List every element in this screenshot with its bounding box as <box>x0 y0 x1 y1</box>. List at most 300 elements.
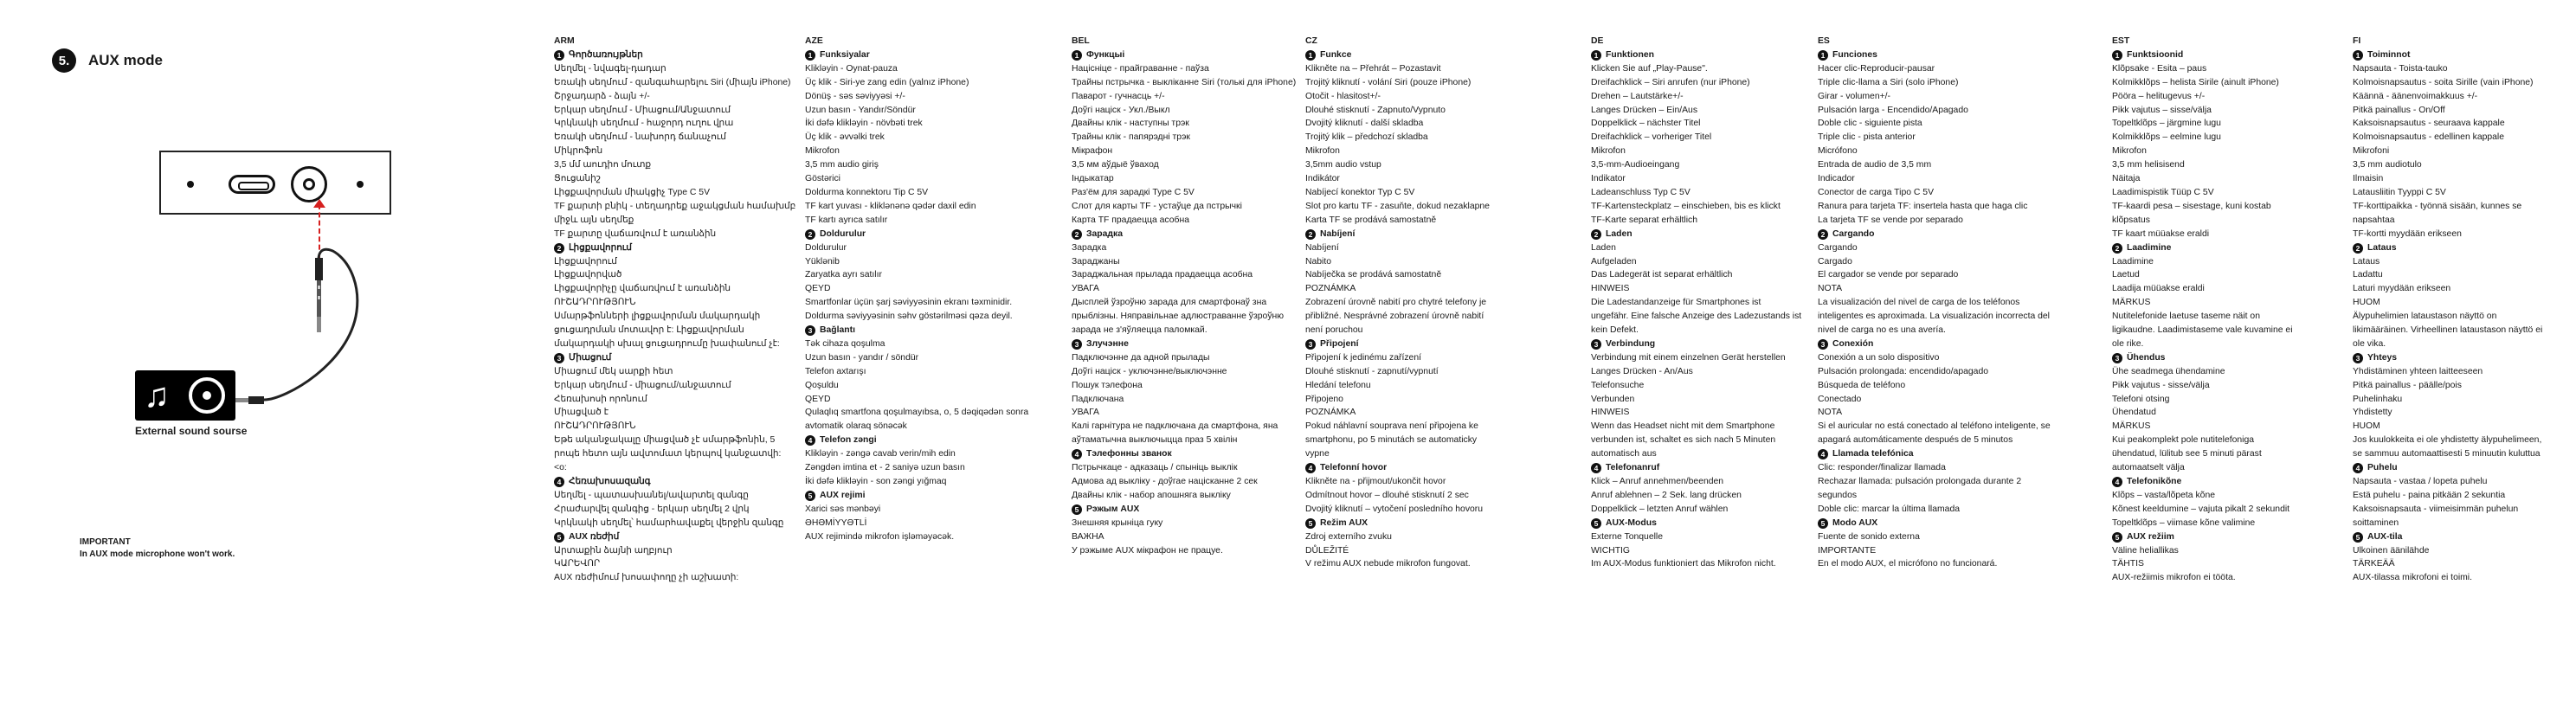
instruction-line: QEYD <box>805 284 831 294</box>
instruction-line: Qoşuldu <box>805 380 839 390</box>
instruction-line: Klikləyin - Oynat-pauza <box>805 63 898 74</box>
instruction-line: Mikrofon <box>805 146 840 157</box>
instruction-line: Externe Tonquelle <box>1591 531 1663 542</box>
instruction-line: Laden <box>1591 242 1616 253</box>
instruction-line: Nabito <box>1305 256 1332 267</box>
instruction-line: AUX rejimində mikrofon işləməyəcək. <box>805 531 955 542</box>
instruction-line: Трайны пстрычка - выкліканне Siri (толькі для iPhone) <box>1072 77 1297 87</box>
section-heading-text: Գործառույթներ <box>569 49 643 60</box>
section-heading-text: Režim AUX <box>1320 517 1368 528</box>
step-number-badge: 1 <box>1591 50 1601 61</box>
instruction-line: NOTA <box>1818 408 1843 418</box>
section-heading-text: Nabíjení <box>1320 228 1356 239</box>
section-heading <box>805 48 1039 62</box>
instruction-line: QEYD <box>805 394 831 404</box>
instruction-line: Clic: responder/finalizar llamada <box>1818 463 1946 473</box>
instruction-line: nivel de carga no es una avería. <box>1818 325 1946 336</box>
instruction-line: klõpsatus <box>2112 215 2150 225</box>
instruction-line: Ranura para tarjeta TF: insertela hasta que haga clic <box>1818 201 2028 211</box>
section-heading <box>1818 447 2051 461</box>
step-number-badge: 3 <box>2353 353 2363 363</box>
instruction-line: Dönüş - səs səviyyəsi +/- <box>805 91 905 101</box>
section-heading-text: Հեռախոսազանգ <box>569 477 651 486</box>
instruction-line: ligikaudne. Laadimistaseme vale kuvamine ei <box>2112 325 2293 336</box>
instruction-line: Միկրոֆոն <box>554 146 603 157</box>
step-number-badge: 5 <box>1072 504 1082 515</box>
instruction-line: Հեռախոսի որոնում <box>554 394 647 404</box>
instruction-line: Fuente de sonido externa <box>1818 531 1920 542</box>
instruction-line: Pööra – helitugevus +/- <box>2112 91 2206 101</box>
instruction-line: soittaminen <box>2353 517 2399 528</box>
step-number-badge: 4 <box>1818 449 1828 459</box>
instruction-line: Pitkä painallus - päälle/pois <box>2353 380 2462 390</box>
instruction-line: Slot pro kartu TF - zasuňte, dokud nezaklapne <box>1305 201 1490 211</box>
instruction-line: Si el auricular no está conectado al teléfono inteligente, se <box>1818 421 2051 432</box>
instruction-line: Triple clic - pista anterior <box>1818 132 1916 143</box>
instruction-line: Im AUX-Modus funktioniert das Mikrofon nicht. <box>1591 559 1776 569</box>
instruction-line: Паварот - гучнасць +/- <box>1072 91 1165 101</box>
instruction-line: ole vika. <box>2353 338 2386 349</box>
section-heading <box>1305 337 1539 351</box>
disc-icon <box>189 377 225 414</box>
instruction-line: 3,5 mm audio giriş <box>805 160 879 170</box>
instruction-line: Doble clic - siguiente pista <box>1818 119 1922 129</box>
instruction-line: Nabíječka se prodává samostatně <box>1305 270 1442 280</box>
important-text: In AUX mode microphone won't work. <box>80 549 235 559</box>
instruction-line: Доўгі націск - Укл./Выкл <box>1072 105 1170 115</box>
instruction-line: likimääräinen. Virheellinen lataustason näyttö ei <box>2353 325 2543 336</box>
section-heading-text: Միացում <box>569 352 612 363</box>
instruction-line: Rechazar llamada: pulsación prolongada durante 2 <box>1818 477 2022 486</box>
instruction-line: TÄRKEÄÄ <box>2353 559 2395 569</box>
instruction-line: Եթե ականջակալը միացված չէ սմարթֆոնին, 5 <box>554 435 776 446</box>
section-heading <box>1072 503 1305 517</box>
instruction-line: Երկար սեղմում - Միացում/Անջատում <box>554 105 731 115</box>
step-number-badge: 4 <box>1591 463 1601 473</box>
section-heading-text: Doldurulur <box>820 228 866 239</box>
instruction-line: AUX-tilassa mikrofoni ei toimi. <box>2353 573 2473 583</box>
instruction-line: Hacer clic-Reproducir-pausar <box>1818 63 1935 74</box>
instruction-line: Ühendatud <box>2112 408 2156 418</box>
section-heading <box>2112 475 2346 489</box>
instruction-line: Latausliitin Tyyppi C 5V <box>2353 187 2446 197</box>
instruction-line: İki dəfə klikləyin - son zəngi yığmaq <box>805 477 947 486</box>
instruction-line: Nabíjecí konektor Typ C 5V <box>1305 187 1415 197</box>
step-number-badge: 5 <box>1305 518 1316 529</box>
instruction-line: Սմարթֆոնների լիցքավորման մակարդակի <box>554 312 761 322</box>
instruction-line: Göstərici <box>805 174 840 184</box>
instruction-line: Klikněte na – Přehrát – Pozastavit <box>1305 63 1441 74</box>
language-column-cz <box>1305 35 1539 571</box>
section-heading-text: Funkce <box>1320 49 1352 60</box>
section-heading <box>1305 517 1539 530</box>
instruction-line: segundos <box>1818 490 1858 500</box>
instruction-line: Uzun basın - yandır / söndür <box>805 352 919 363</box>
instruction-line: Telefoni otsing <box>2112 394 2170 404</box>
instruction-line: Smartfonlar üçün şarj səviyyəsinin ekranı təxminidir. <box>805 298 1013 308</box>
instruction-line: Telefon axtarışı <box>805 366 866 376</box>
section-heading-text: Telefonanruf <box>1606 463 1660 473</box>
instruction-line: Das Ladegerät ist separat erhältlich <box>1591 270 1733 280</box>
section-heading <box>1591 461 1825 475</box>
instruction-line: Anruf ablehnen – 2 Sek. lang drücken <box>1591 490 1742 500</box>
section-heading-text: AUX-Modus <box>1606 517 1657 528</box>
instruction-line: Pokud náhlavní souprava není připojena ke <box>1305 421 1478 432</box>
step-number-badge: 2 <box>554 243 564 254</box>
instruction-line: У рэжыме AUX мікрафон не працуе. <box>1072 545 1223 556</box>
instruction-line: Եռակի սեղմում - նախորդ ճանաչում <box>554 132 726 143</box>
section-heading <box>2353 530 2576 544</box>
language-code: CZ <box>1305 36 1317 46</box>
step-number-badge: 2 <box>805 229 815 240</box>
section-heading <box>805 489 1039 503</box>
language-column-fi <box>2353 35 2576 585</box>
instruction-line: Kõnest keeldumine – vajuta pikalt 2 sekundit <box>2112 504 2290 514</box>
instruction-line: ՈՒՇԱԴՐՈՒԹՅՈՒՆ <box>554 298 636 308</box>
instruction-line: Klikləyin - zəngə cavab verin/mih edin <box>805 449 956 459</box>
instruction-line: Indikátor <box>1305 174 1340 184</box>
section-heading <box>554 530 788 544</box>
step-number-badge: 1 <box>2353 50 2363 61</box>
instruction-line: 3,5 մմ աուդիո մուտք <box>554 160 651 170</box>
instruction-line: Käännä - äänenvoimakkuus +/- <box>2353 91 2478 101</box>
section-heading <box>1072 48 1305 62</box>
step-number-badge: 5 <box>554 532 564 543</box>
instruction-line: TF-Kartensteckplatz – einschieben, bis es klickt <box>1591 201 1781 211</box>
instruction-line: Zobrazení úrovně nabití pro chytré telefony je <box>1305 298 1487 308</box>
instruction-line: Пошук тэлефона <box>1072 380 1143 390</box>
section-heading <box>1818 48 2051 62</box>
instruction-line: IMPORTANTE <box>1818 545 1877 556</box>
instruction-line: Cargado <box>1818 256 1852 267</box>
instruction-line: Estä puhelu - paina pitkään 2 sekuntia <box>2353 490 2506 500</box>
section-heading-text: AUX ռեժիմ <box>569 531 620 542</box>
section-heading-text: Lataus <box>2367 242 2397 253</box>
instruction-line: зарада не з'яўляецца паломкай. <box>1072 325 1208 336</box>
instruction-line: Зараджаны <box>1072 256 1120 267</box>
instruction-line: ungefähr. Eine falsche Anzeige des Ladezustands ist <box>1591 312 1802 322</box>
instruction-line: Доўгі націск - уключэнне/выключэнне <box>1072 366 1227 376</box>
section-heading-text: Laden <box>1606 228 1633 239</box>
step-number-badge: 1 <box>554 50 564 61</box>
language-code: ES <box>1818 36 1830 46</box>
language-column-arm <box>554 35 796 585</box>
instruction-line: Սեղմել - պատասխանել/ավարտել զանգը <box>554 490 749 500</box>
instruction-line: Üç klik - əvvəlki trek <box>805 132 885 143</box>
important-note <box>80 536 235 561</box>
instruction-line: Pulsación prolongada: encendido/apagado <box>1818 366 1989 376</box>
instruction-line: Լիցքավորում <box>554 256 617 267</box>
instruction-line: Եռակի սեղմում - զանգահարելու Siri (միայն iPhone) <box>554 77 791 87</box>
section-heading <box>1072 228 1305 241</box>
section-heading <box>2353 351 2576 365</box>
section-heading <box>805 434 1039 447</box>
instruction-line: Conector de carga Tipo C 5V <box>1818 187 1934 197</box>
section-heading-text: AUX-tila <box>2367 531 2403 542</box>
instruction-line: Zdroj externího zvuku <box>1305 531 1392 542</box>
instruction-line: <o: <box>554 463 567 473</box>
instruction-line: прыблізны. Няправільнае адлюстраванне ўзроўню <box>1072 312 1285 322</box>
instruction-line: Mikrofon <box>1591 146 1626 157</box>
instruction-line: Telefonsuche <box>1591 380 1645 390</box>
step-number-badge: 4 <box>1305 463 1316 473</box>
step-number-badge: 3 <box>2112 353 2122 363</box>
instruction-line: ԿԱՐԵՎՈՐ <box>554 559 601 569</box>
section-heading-text: Llamada telefónica <box>1832 449 1914 459</box>
instruction-line: Girar - volumen+/- <box>1818 91 1891 101</box>
instruction-line: TF քարտը վաճառվում է առանձին <box>554 228 717 239</box>
instruction-line: Слот для карты TF - устаўце да пстрычкі <box>1072 201 1242 211</box>
instruction-line: Karta TF se prodává samostatně <box>1305 215 1437 225</box>
instruction-line: kein Defekt. <box>1591 325 1639 336</box>
section-heading <box>1305 228 1539 241</box>
instruction-line: Ulkoinen äänilähde <box>2353 545 2430 556</box>
instruction-line: Pikk vajutus - sisse/välja <box>2112 380 2210 390</box>
instruction-line: Näitaja <box>2112 174 2141 184</box>
instruction-line: POZNÁMKA <box>1305 284 1356 294</box>
instruction-line: 3,5 mm audiotulo <box>2353 160 2422 170</box>
instruction-line: La visualización del nivel de carga de los teléfonos <box>1818 298 2020 308</box>
language-code: AZE <box>805 36 823 46</box>
instruction-line: TF kartı ayrıca satılır <box>805 215 888 225</box>
instruction-line: Klõpsake - Esita – paus <box>2112 63 2207 74</box>
instruction-line: En el modo AUX, el micrófono no funcionará. <box>1818 559 1998 569</box>
section-number-badge: 5. <box>52 48 76 73</box>
instruction-line: Kolmikklõps – eelmine lugu <box>2112 132 2221 143</box>
instruction-line: Puhelinhaku <box>2353 394 2403 404</box>
instruction-line: Mikrofoni <box>2353 146 2390 157</box>
instruction-line: Dlouhé stisknutí - zapnutí/vypnutí <box>1305 366 1439 376</box>
instruction-line: Միացում մեկ սարքի հետ <box>554 366 673 376</box>
instruction-line: DŮLEŽITÉ <box>1305 545 1349 556</box>
instruction-line: HINWEIS <box>1591 408 1630 418</box>
instruction-line: TF kart yuvası - kliklənənə qədər daxil edin <box>805 201 976 211</box>
step-number-badge: 5 <box>1591 518 1601 529</box>
section-heading <box>554 241 788 255</box>
section-heading <box>1818 228 2051 241</box>
instruction-line: Падключана <box>1072 394 1124 404</box>
instruction-line: Entrada de audio de 3,5 mm <box>1818 160 1932 170</box>
instruction-line: УВАГА <box>1072 408 1099 418</box>
instruction-line: Pulsación larga - Encendido/Apagado <box>1818 105 1968 115</box>
step-number-badge: 1 <box>1305 50 1316 61</box>
section-heading-text: Зарадка <box>1086 228 1123 239</box>
instruction-line: Pikk vajutus – sisse/välja <box>2112 105 2212 115</box>
instruction-line: Dreifachklick – vorheriger Titel <box>1591 132 1712 143</box>
instruction-line: Die Ladestandanzeige für Smartphones ist <box>1591 298 1761 308</box>
section-heading <box>2353 461 2576 475</box>
step-number-badge: 3 <box>554 353 564 363</box>
section-heading-text: Telefon zəngi <box>820 435 877 446</box>
instruction-line: V režimu AUX nebude mikrofon fungovat. <box>1305 559 1471 569</box>
step-number-badge: 3 <box>1072 339 1082 350</box>
section-heading <box>805 324 1039 337</box>
instruction-line: Мікрафон <box>1072 146 1113 157</box>
instruction-line: Napsauta - vastaa / lopeta puhelu <box>2353 477 2488 486</box>
instruction-line: Aufgeladen <box>1591 256 1637 267</box>
section-heading-text: Функцыі <box>1086 49 1125 60</box>
section-heading <box>1305 48 1539 62</box>
section-heading-text: Тэлефонны званок <box>1086 449 1172 459</box>
instruction-line: Doldurma səviyyəsinin səhv göstərilməsi qəza deyil. <box>805 312 1013 322</box>
instruction-line: Laadimispistik Tüüp C 5V <box>2112 187 2214 197</box>
instruction-line: Раз'ём для зарадкі Type C 5V <box>1072 187 1195 197</box>
instruction-line: Üç klik - Siri-ye zang edin (yalnız iPhone) <box>805 77 969 87</box>
step-number-badge: 5 <box>2353 532 2363 543</box>
step-number-badge: 3 <box>1818 339 1828 350</box>
instruction-line: ՈՒՇԱԴՐՈՒԹՅՈՒՆ <box>554 421 636 432</box>
step-number-badge: 1 <box>805 50 815 61</box>
instruction-line: POZNÁMKA <box>1305 408 1356 418</box>
instruction-line: Indicador <box>1818 174 1855 184</box>
music-note-icon: ♫ <box>144 376 170 414</box>
instruction-line: Zəngdən imtina et - 2 saniyə uzun basın <box>805 463 965 473</box>
instruction-line: vypne <box>1305 449 1330 459</box>
step-number-badge: 4 <box>2112 477 2122 487</box>
instruction-line: Pitkä painallus - On/Off <box>2353 105 2445 115</box>
instruction-line: Ցուցանիշ <box>554 174 601 184</box>
instruction-line: Micrófono <box>1818 146 1858 157</box>
instruction-line: HUOM <box>2353 421 2380 432</box>
section-heading-text: Злучэнне <box>1086 338 1129 349</box>
instruction-line: Trojitý klik – předchozí skladba <box>1305 132 1428 143</box>
instruction-line: Älypuhelimien lataustason näyttö on <box>2353 312 2497 322</box>
section-heading <box>2353 48 2576 62</box>
language-column-est <box>2112 35 2346 585</box>
section-heading-text: Připojení <box>1320 338 1359 349</box>
instruction-line: аўтаматычна выключыцца праз 5 хвілін <box>1072 435 1238 446</box>
instruction-line: Verbindung mit einem einzelnen Gerät herstellen <box>1591 352 1786 363</box>
instruction-line: La tarjeta TF se vende por separado <box>1818 215 1963 225</box>
language-code: DE <box>1591 36 1604 46</box>
instruction-line: ցուցադրման մոտավոր է: Լիցքավորման <box>554 325 744 336</box>
instruction-line: Знешняя крыніца гуку <box>1072 517 1163 528</box>
section-heading <box>1591 517 1825 530</box>
section-heading <box>1591 48 1825 62</box>
section-heading-text: Modo AUX <box>1832 517 1878 528</box>
instruction-line: Kolmikklõps – helista Sirile (ainult iPhone) <box>2112 77 2279 87</box>
instruction-line: El cargador se vende por separado <box>1818 270 1959 280</box>
instruction-line: Ilmaisin <box>2353 174 2384 184</box>
instruction-line: Langes Drücken – Ein/Aus <box>1591 105 1698 115</box>
instruction-line: Լիցքավորիչը վաճառվում է առանձին <box>554 284 731 294</box>
instruction-line: Калі гарнітура не падключана да смартфона, яна <box>1072 421 1278 432</box>
instruction-line: není poruchou <box>1305 325 1363 336</box>
instruction-line: ole rike. <box>2112 338 2144 349</box>
instruction-line: Dlouhé stisknutí - Zapnuto/Vypnuto <box>1305 105 1446 115</box>
step-number-badge: 4 <box>805 435 815 446</box>
section-heading-text: Funktionen <box>1606 49 1654 60</box>
section-heading-text: AUX režiim <box>2127 531 2174 542</box>
instruction-line: Yhdistetty <box>2353 408 2392 418</box>
instruction-line: Ladattu <box>2353 270 2383 280</box>
step-number-badge: 2 <box>2112 243 2122 254</box>
instruction-line: Yüklənib <box>805 256 840 267</box>
instruction-line: Трайны клік - папярэдні трэк <box>1072 132 1190 143</box>
section-heading-text: Funktsioonid <box>2127 49 2184 60</box>
section-heading-text: Toiminnot <box>2367 49 2411 60</box>
instruction-line: Conexión a un solo dispositivo <box>1818 352 1940 363</box>
instruction-line: Միացված է <box>554 408 609 418</box>
step-number-badge: 1 <box>1818 50 1828 61</box>
instruction-line: Topeltklõps – viimase kõne valimine <box>2112 517 2256 528</box>
instruction-line: Doldurulur <box>805 242 847 253</box>
instruction-line: Búsqueda de teléfono <box>1818 380 1906 390</box>
section-heading <box>1072 337 1305 351</box>
section-heading-text: Ühendus <box>2127 352 2166 363</box>
step-number-badge: 5 <box>805 491 815 501</box>
instruction-line: Cargando <box>1818 242 1858 253</box>
section-heading <box>554 475 788 489</box>
instruction-line: Uzun basın - Yandır/Söndür <box>805 105 916 115</box>
instruction-line: TF-korttipaikka - työnnä sisään, kunnes se <box>2353 201 2522 211</box>
section-heading-text: Bağlantı <box>820 325 855 336</box>
section-heading <box>2112 48 2346 62</box>
instruction-line: Nabíjení <box>1305 242 1339 253</box>
instruction-line: Lataus <box>2353 256 2380 267</box>
instruction-line: HINWEIS <box>1591 284 1630 294</box>
instruction-line: Verbunden <box>1591 394 1635 404</box>
instruction-line: 3,5mm audio vstup <box>1305 160 1381 170</box>
language-code: EST <box>2112 36 2130 46</box>
instruction-line: Připojení k jedinému zařízení <box>1305 352 1421 363</box>
step-number-badge: 2 <box>1818 229 1828 240</box>
language-column-es <box>1818 35 2051 571</box>
instruction-line: Дысплей ўзроўню зарада для смартфонаў зна <box>1072 298 1267 308</box>
section-title: AUX mode <box>88 52 163 68</box>
instruction-line: Адмова ад выкліку - доўгае націсканне 2 сек <box>1072 477 1258 486</box>
step-number-badge: 2 <box>1072 229 1082 240</box>
instruction-line: Կրկնակի սեղմում - հաջորդ ուղու վրա <box>554 119 734 129</box>
instruction-line: Լիցքավորման միակցիչ Type C 5V <box>554 187 711 197</box>
instruction-line: verbunden ist, schaltet es sich nach 5 Minuten <box>1591 435 1776 446</box>
instruction-line: Ladeanschluss Typ C 5V <box>1591 187 1690 197</box>
step-number-badge: 2 <box>1591 229 1601 240</box>
instruction-line: Väline heliallikas <box>2112 545 2179 556</box>
instruction-line: Qulaqlıq smartfona qoşulmayıbsa, o, 5 dəqiqədən sonra <box>805 408 1029 418</box>
section-heading <box>1591 337 1825 351</box>
instruction-line: AUX ռեժիմում խոսափողը չի աշխատի: <box>554 573 739 583</box>
instruction-line: Індыкатар <box>1072 174 1114 184</box>
step-number-badge: 4 <box>554 477 564 487</box>
instruction-line: Ühe seadmega ühendamine <box>2112 366 2225 376</box>
instruction-line: TF քարտի բնիկ - տեղադրեք աջակցման համախմբ <box>554 201 796 211</box>
instruction-line: Odmítnout hovor – dlouhé stisknutí 2 sec <box>1305 490 1469 500</box>
instruction-line: avtomatik olaraq sönəcək <box>805 421 907 432</box>
instruction-line: MÄRKUS <box>2112 421 2151 432</box>
instruction-line: միջև այն սեղմեք <box>554 215 634 225</box>
instruction-line: Doppelklick – nächster Titel <box>1591 119 1701 129</box>
external-sound-source-icon <box>135 370 235 421</box>
instruction-line: Napsauta - Toista-tauko <box>2353 63 2448 74</box>
instruction-line: přibližné. Nesprávné zobrazení úrovně nabití <box>1305 312 1484 322</box>
instruction-line: Շրջադարձ - ձայն +/- <box>554 91 650 101</box>
section-heading <box>2112 351 2346 365</box>
instruction-line: Xarici səs mənbəyi <box>805 504 881 514</box>
instruction-line: Արտաքին ձայնի աղբյուր <box>554 545 673 556</box>
instruction-line: Սեղմել - նվագել-դադար <box>554 63 667 74</box>
instruction-line: Dvojitý kliknutí - další skladba <box>1305 119 1424 129</box>
instruction-line: Tək cihaza qoşulma <box>805 338 886 349</box>
instruction-line: Otočit - hlasitost+/- <box>1305 91 1381 101</box>
instruction-line: se sammuu automaattisesti 5 minuutin kuluttua <box>2353 449 2541 459</box>
instruction-line: Drehen – Lautstärke+/- <box>1591 91 1684 101</box>
instruction-line: Kaksoisnapsautus - seuraava kappale <box>2353 119 2505 129</box>
section-heading <box>2112 530 2346 544</box>
instruction-line: Зарадка <box>1072 242 1107 253</box>
instruction-line: Klõps – vasta/lõpeta kõne <box>2112 490 2215 500</box>
instruction-line: Laadija müüakse eraldi <box>2112 284 2205 294</box>
